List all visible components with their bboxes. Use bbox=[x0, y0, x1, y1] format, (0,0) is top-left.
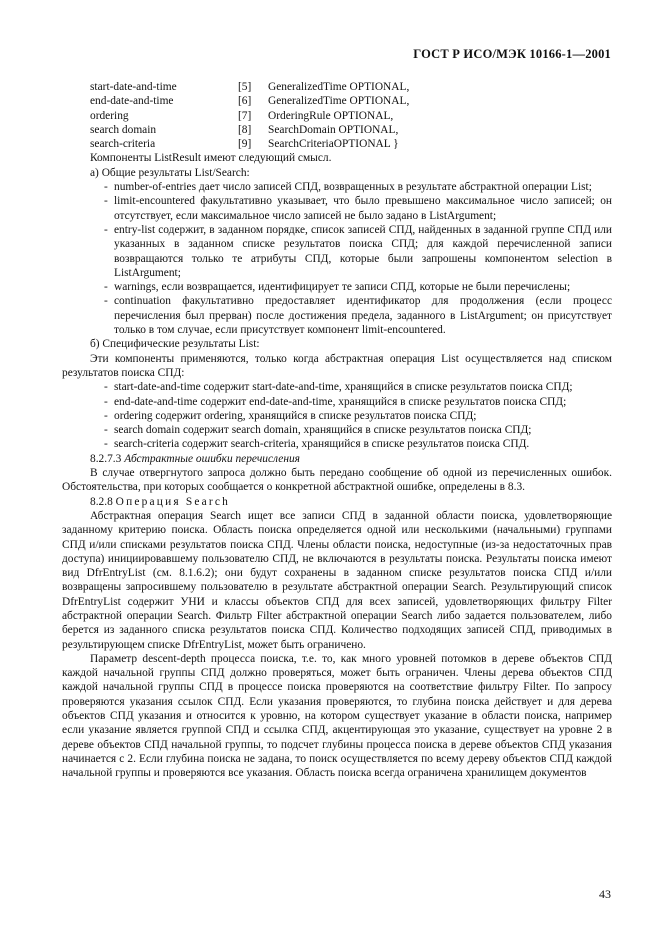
list-item: - search-criteria содержит search-criteria, хранящийся в списке результатов поиска СПД. bbox=[104, 438, 530, 451]
code-field-type: GeneralizedTime OPTIONAL, bbox=[268, 95, 410, 108]
code-field-type: GeneralizedTime OPTIONAL, bbox=[268, 81, 410, 93]
section-8273-heading bbox=[62, 452, 612, 466]
section-number: 8.2.7.3 bbox=[90, 452, 122, 465]
search-paragraph-1: Абстрактная операция Search ищет все записи СПД в заданной области поиска, удовлетворяющие заданному критерию поиска. Область поиска определяется одной или несколькими (начальными) группами СПД и/или списками результатов поиска СПД. Члены области поиска, недоступные (из-за недостаточных прав доступа) инициировавшему пользователю СПД, не включаются в результаты поиска. Результаты поиска имеют вид DfrEntryList (см. 8.1.6.2); они будут сохранены в заданном списке результатов поиска СПД и/или возвращены запросившему пользователю в результате абстрактной операции Search. Результирующий список DfrEntryList содержит УНИ и классы объектов СПД для всех записей, удовлетворяющих фильтру Filter абстрактной операции Search. Фильтр Filter абстрактной операции Search либо задается пользователем, либо берется из заданного списка результатов поиска СПД. Количество подходящих записей СПД, приводимых в результирующем списке DfrEntryList, может быть ограничено. bbox=[62, 509, 612, 651]
code-field-name: search-criteria bbox=[90, 138, 156, 151]
section-title: Операция Search bbox=[115, 495, 231, 508]
code-field-name: end-date-and-time bbox=[90, 95, 174, 108]
list-item: - limit-encountered факультативно указывает, что было превышено максимальное число записей; он отсутствует, если максимальное число записей не было задано в ListArgument; bbox=[104, 195, 612, 222]
list-item: - continuation факультативно предоставляет идентификатор для продолжения (если процесс перечисления был прерван) после достижения предела, заданного в ListArgument; он присутствует только в том случае, если присутствует компонент limit-encountered. bbox=[104, 295, 612, 337]
list-item: - ordering содержит ordering, хранящийся в списке результатов поиска СПД; bbox=[104, 409, 477, 422]
search-paragraph-2: Параметр descent-depth процесса поиска, т.е. то, как много уровней потомков в дереве объектов СПД каждой начальной группы СПД должно проверяться, может быть ограничен. Члены дерева объектов СПД каждой начальной группы СПД в процессе поиска проверяются на соответствие фильтру Filter. По запросу проверяются указания ссылок СПД. Если указания проверяются, то глубина поиска действует и для дерева объектов СПД указания и относится к уровню, на котором существует указание в области поиска, например если указание является группой СПД и ссылка СПД, акцентирующая это указание, существует на уровне 2 в дереве объектов СПД начальной группы, то подсчет глубины процесса поиска в дереве объектов СПД указания начинается с 2. Если глубина поиска не задана, то поиск осуществляется по всему дереву объектов СПД каждой начальной группы и проверяются все указания. Область поиска всегда ограничена хранилищем документов bbox=[62, 652, 612, 780]
standard-header: ГОСТ Р ИСО/МЭК 10166-1—2001 bbox=[413, 47, 611, 61]
item-b-heading: б) Специфические результаты List: bbox=[90, 338, 260, 351]
code-field-type: SearchCriteriaOPTIONAL } bbox=[268, 138, 399, 151]
code-field-tag: [7] bbox=[238, 109, 252, 122]
page-number: 43 bbox=[599, 887, 611, 901]
list-item: - start-date-and-time содержит start-date-and-time, хранящийся в списке результатов поиска СПД; bbox=[104, 381, 573, 394]
list-item: - warnings, если возвращается, идентифицирует те записи СПД, которые не были перечислены; bbox=[104, 281, 571, 294]
list-item: - end-date-and-time содержит end-date-and-time, хранящийся в списке результатов поиска СПД; bbox=[104, 395, 567, 408]
list-item: - search domain содержит search domain, хранящийся в списке результатов поиска СПД; bbox=[104, 424, 532, 437]
code-field-name: search domain bbox=[90, 123, 157, 136]
code-field-tag: [5] bbox=[238, 81, 252, 93]
code-field-name: ordering bbox=[90, 109, 129, 122]
section-828-heading bbox=[62, 495, 612, 509]
item-b-intro: Эти компоненты применяются, только когда абстрактная операция List осуществляется над списком результатов поиска СПД: bbox=[62, 352, 612, 379]
code-field-type: SearchDomain OPTIONAL, bbox=[268, 123, 399, 136]
section-title: Абстрактные ошибки перечисления bbox=[124, 452, 300, 465]
components-paragraph: Компоненты ListResult имеют следующий смысл. bbox=[90, 152, 332, 165]
code-field-tag: [9] bbox=[238, 138, 252, 151]
code-field-tag: [6] bbox=[238, 95, 252, 108]
list-item: - number-of-entries дает число записей СПД, возвращенных в результате абстрактной операции List; bbox=[104, 181, 592, 194]
section-number: 8.2.8 bbox=[90, 495, 113, 508]
errors-paragraph: В случае отвергнутого запроса должно быть передано сообщение об одной из перечисленных ошибок. Обстоятельства, при которых сообщается о конкретной абстрактной ошибке, определены в 8.3. bbox=[62, 467, 612, 494]
list-item: - entry-list содержит, в заданном порядке, список записей СПД, найденных в заданной группе СПД или указанных в заданном списке результатов поиска СПД; для каждой перечисленной записи возвращаются только те атрибуты СПД, которые были запрошены компонентом selection в ListArgument; bbox=[104, 223, 612, 279]
item-a-heading: а) Общие результаты List/Search: bbox=[90, 166, 250, 179]
code-field-type: OrderingRule OPTIONAL, bbox=[268, 109, 394, 122]
page-content bbox=[62, 80, 612, 781]
asn1-code-block bbox=[90, 80, 612, 151]
code-field-tag: [8] bbox=[238, 123, 252, 136]
code-field-name: start-date-and-time bbox=[90, 81, 177, 93]
